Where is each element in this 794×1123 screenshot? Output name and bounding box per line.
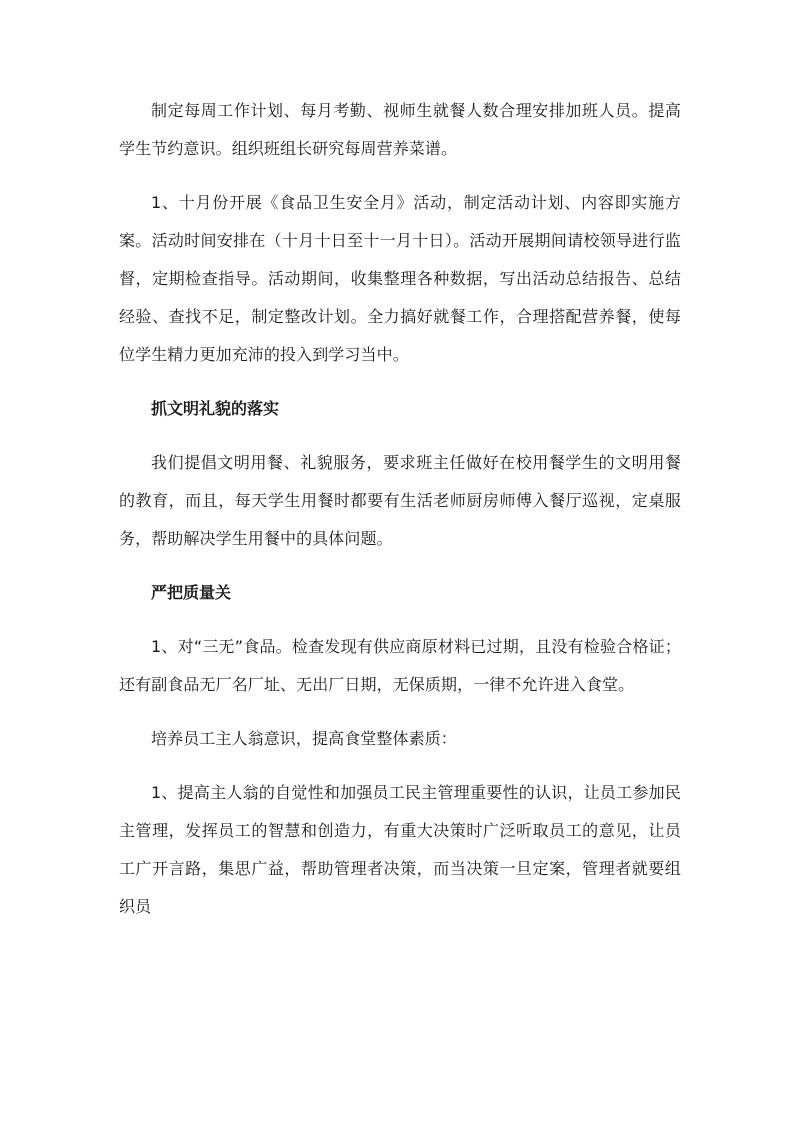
paragraph-weekly-plan: 制定每周工作计划、每月考勤、视师生就餐人数合理安排加班人员。提高学生节约意识。组织班组长研究每周营养菜谱。 bbox=[119, 101, 681, 158]
paragraph-civil-dining: 我们提倡文明用餐、礼貌服务，要求班主任做好在校用餐学生的文明用餐的教育，而且，每天学生用餐时都要有生活老师厨房师傅入餐厅巡视，定桌服务，帮助解决学生用餐中的具体问题。 bbox=[119, 453, 681, 548]
paragraph-ownership-intro: 培养员工主人翁意识，提高食堂整体素质： bbox=[151, 729, 457, 748]
heading-civility: 抓文明礼貌的落实 bbox=[151, 399, 280, 418]
document-body bbox=[119, 92, 681, 942]
heading-quality-control: 严把质量关 bbox=[151, 583, 232, 602]
paragraph-food-safety-month: 1、十月份开展《食品卫生安全月》活动，制定活动计划、内容即实施方案。活动时间安排在（十月十日至十一月十日）。活动开展期间请校领导进行监督，定期检查指导。活动期间，收集整理各种数据，写出活动总结报告、总结经验、查找不足，制定整改计划。全力搞好就餐工作，合理搭配营养餐，使每位学生精力更加充沛的投入到学习当中。 bbox=[119, 193, 681, 364]
paragraph-three-no-food: 1、对“三无”食品。检查发现有供应商原材料已过期，且没有检验合格证；还有副食品无厂名厂址、无出厂日期，无保质期，一律不允许进入食堂。 bbox=[119, 637, 681, 694]
paragraph-democratic-management: 1、提高主人翁的自觉性和加强员工民主管理重要性的认识，让员工参加民主管理，发挥员工的智慧和创造力，有重大决策时广泛听取员工的意见，让员工广开言路，集思广益，帮助管理者决策，而当决策一旦定案，管理者就要组织员 bbox=[119, 783, 681, 916]
